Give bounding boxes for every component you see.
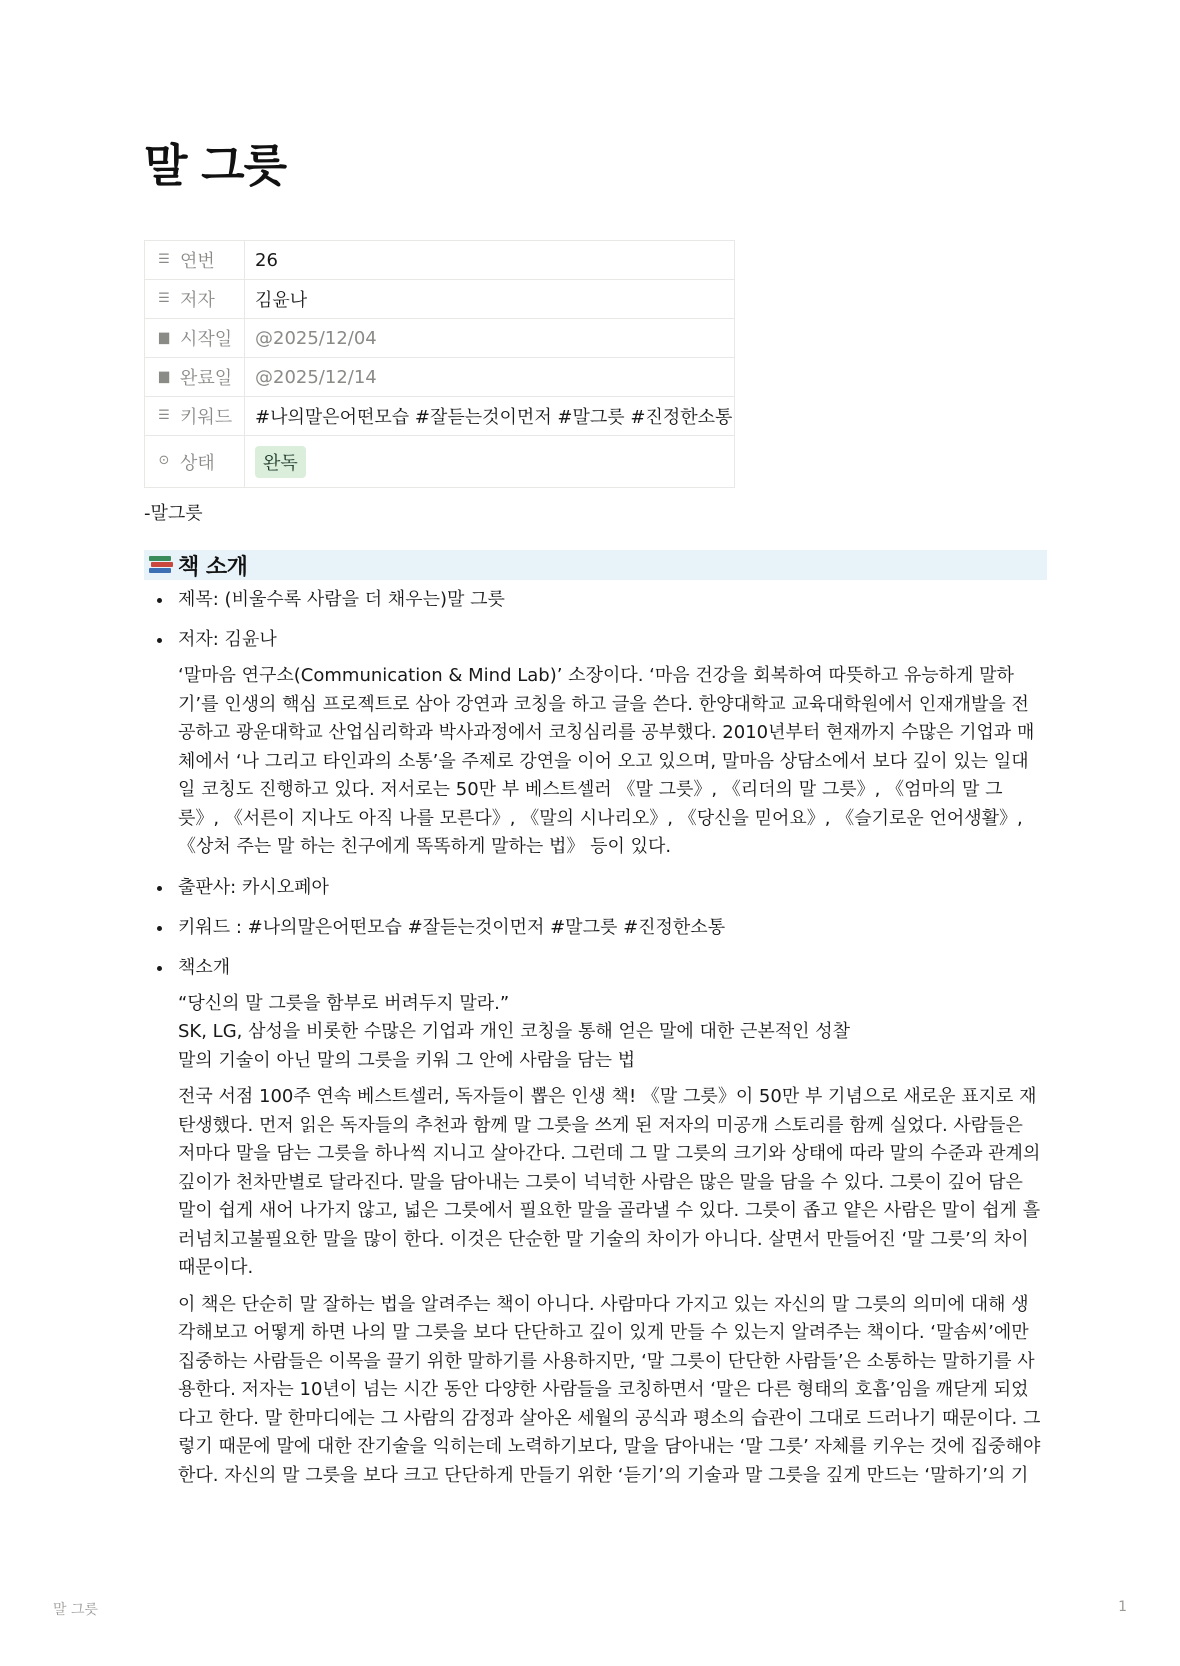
text-icon: ☰ xyxy=(158,290,170,306)
properties-table xyxy=(144,240,735,488)
bio-line: 릇》, 《서른이 지나도 아직 나를 모른다》, 《말의 시나리오》, 《당신을 믿어요》, 《슬기로운 언어생활》, xyxy=(178,807,1023,829)
property-value[interactable]: 26 xyxy=(245,241,735,280)
bio-line: ‘말마음 연구소(Communication & Mind Lab)’ 소장이다. ‘마음 건강을 회복하여 따뜻하고 유능하게 말하 xyxy=(178,665,1014,686)
note-text: -말그릇 xyxy=(144,503,203,524)
paragraph-line: 각해보고 어떻게 하면 나의 말 그릇을 보다 단단하고 깊이 있게 만들 수 있는지 알려주는 책이다. ‘말솜씨’에만 xyxy=(178,1322,1029,1343)
status-badge[interactable]: 완독 xyxy=(255,446,306,478)
intro-quote xyxy=(178,990,1047,1076)
section-heading xyxy=(144,550,1047,580)
paragraph-line: 렇기 때문에 말에 대한 잔기술을 익히는데 노력하기보다, 말을 담아내는 ‘말 그릇’ 자체를 키우는 것에 집중해야 xyxy=(178,1436,1041,1457)
bio-line: 공하고 광운대학교 산업심리학과 박사과정에서 코칭심리를 공부했다. 2010년부터 현재까지 수많은 기업과 매 xyxy=(178,722,1035,743)
author-bio xyxy=(178,662,1047,862)
property-name: 상태 xyxy=(180,452,215,474)
paragraph-line: 한다. 자신의 말 그릇을 보다 크고 단단하게 만들기 위한 ‘듣기’의 기술과 말 그릇을 깊게 만드는 ‘말하기’의 기 xyxy=(178,1464,1029,1486)
property-name: 시작일 xyxy=(180,329,233,350)
property-name: 연번 xyxy=(180,251,215,272)
status-icon: ⊙ xyxy=(158,453,170,468)
property-name: 키워드 xyxy=(180,407,233,428)
books-icon xyxy=(148,554,174,576)
calendar-icon: ▆ xyxy=(159,329,169,345)
publisher-line: 출판사: 카시오페아 xyxy=(178,876,329,898)
bio-line: 《상처 주는 말 하는 친구에게 똑똑하게 말하는 법》 등이 있다. xyxy=(178,836,672,857)
property-row[interactable] xyxy=(145,319,735,358)
author-line: 저자: 김윤나 xyxy=(178,629,277,650)
paragraph-line: 다고 한다. 말 한마디에는 그 사람의 감정과 살아온 세월의 공식과 평소의 습관이 그대로 드러나기 때문이다. 그 xyxy=(178,1407,1041,1429)
book-info-list xyxy=(144,586,1047,1498)
list-item xyxy=(144,954,1047,1491)
paragraph-line: 이 책은 단순히 말 잘하는 법을 알려주는 책이 아니다. 사람마다 가지고 있는 자신의 말 그릇의 의미에 대해 생 xyxy=(178,1293,1029,1315)
intro-paragraph xyxy=(178,1291,1047,1491)
paragraph-line: 탄생했다. 먼저 읽은 독자들의 추천과 함께 말 그릇을 쓰게 된 저자의 미공개 스토리를 함께 실었다. 사람들은 xyxy=(178,1114,1023,1136)
list-item xyxy=(144,586,1047,614)
property-value[interactable]: @2025/12/14 xyxy=(245,358,735,397)
paragraph-line: 말이 쉽게 새어 나가지 않고, 넓은 그릇에서 필요한 말을 골라낼 수 있다. 그릇이 좁고 얕은 사람은 말이 쉽게 흘 xyxy=(178,1200,1041,1221)
keyword-line: 키워드 : #나의말은어떤모습 #잘듣는것이먼저 #말그릇 #진정한소통 xyxy=(178,916,726,938)
property-row[interactable] xyxy=(145,241,735,280)
list-item xyxy=(144,626,1047,862)
list-item xyxy=(144,914,1047,942)
bio-line: 일 코칭도 진행하고 있다. 저서로는 50만 부 베스트셀러 《말 그릇》, 《리더의 말 그릇》, 《엄마의 말 그 xyxy=(178,779,1003,800)
footer-doc-title: 말 그릇 xyxy=(53,1602,99,1618)
paragraph-line: 용한다. 저자는 10년이 넘는 시간 동안 다양한 사람들을 코칭하면서 ‘말은 다른 형태의 호흡’임을 깨닫게 되었 xyxy=(178,1379,1029,1400)
intro-paragraph xyxy=(178,1083,1047,1283)
paragraph-line: 전국 서점 100주 연속 베스트셀러, 독자들이 뽑은 인생 책! 《말 그릇》이 50만 부 기념으로 새로운 표지로 재 xyxy=(178,1086,1037,1107)
text-icon: ☰ xyxy=(158,251,170,267)
property-name: 완료일 xyxy=(180,368,233,389)
property-value[interactable]: #나의말은어떤모습 #잘듣는것이먼저 #말그릇 #진정한소통 xyxy=(245,397,735,436)
property-value[interactable]: @2025/12/04 xyxy=(245,319,735,358)
calendar-icon: ▆ xyxy=(159,368,169,384)
bio-line: 체에서 ‘나 그리고 타인과의 소통’을 주제로 강연을 이어 오고 있으며, 말마음 상담소에서 보다 깊이 있는 일대 xyxy=(178,750,1029,772)
paragraph-line: 때문이다. xyxy=(178,1257,254,1278)
quote-line: SK, LG, 삼성을 비롯한 수많은 기업과 개인 코칭을 통해 얻은 말에 대한 근본적인 성찰 xyxy=(178,1021,851,1042)
bio-line: 기’를 인생의 핵심 프로젝트로 삼아 강연과 코칭을 하고 글을 쓴다. 한양대학교 교육대학원에서 인재개발을 전 xyxy=(178,693,1029,715)
book-intro xyxy=(178,990,1047,1491)
section-heading-text: 책 소개 xyxy=(178,554,248,580)
paragraph-line: 집중하는 사람들은 이목을 끌기 위한 말하기를 사용하지만, ‘말 그릇이 단단한 사람들’은 소통하는 말하기를 사 xyxy=(178,1350,1035,1372)
title-line: 제목: (비울수록 사람을 더 채우는)말 그릇 xyxy=(178,589,505,610)
paragraph-line: 저마다 말을 담는 그릇을 하나씩 지니고 살아간다. 그런데 그 말 그릇의 크기와 상태에 따라 말의 수준과 관계의 xyxy=(178,1143,1041,1164)
page-number: 1 xyxy=(1118,1599,1127,1615)
property-row[interactable] xyxy=(145,436,735,488)
property-name: 저자 xyxy=(180,290,215,311)
property-row[interactable] xyxy=(145,280,735,319)
paragraph-line: 깊이가 천차만별로 달라진다. 말을 담아내는 그릇이 넉넉한 사람은 많은 말을 담을 수 있다. 그릇이 깊어 담은 xyxy=(178,1171,1023,1193)
list-item xyxy=(144,874,1047,902)
intro-label: 책소개 xyxy=(178,956,231,978)
quote-line: 말의 기술이 아닌 말의 그릇을 키워 그 안에 사람을 담는 법 xyxy=(178,1049,636,1071)
page-title: 말 그릇 xyxy=(144,139,287,192)
property-row[interactable] xyxy=(145,358,735,397)
text-icon: ☰ xyxy=(158,407,170,423)
paragraph-line: 러넘치고불필요한 말을 많이 한다. 이것은 단순한 말 기술의 차이가 아니다. 살면서 만들어진 ‘말 그릇’의 차이 xyxy=(178,1228,1029,1250)
property-row[interactable] xyxy=(145,397,735,436)
quote-line: “당신의 말 그릇을 함부로 버려두지 말라.” xyxy=(178,992,510,1014)
property-value[interactable]: 김윤나 xyxy=(245,280,735,319)
